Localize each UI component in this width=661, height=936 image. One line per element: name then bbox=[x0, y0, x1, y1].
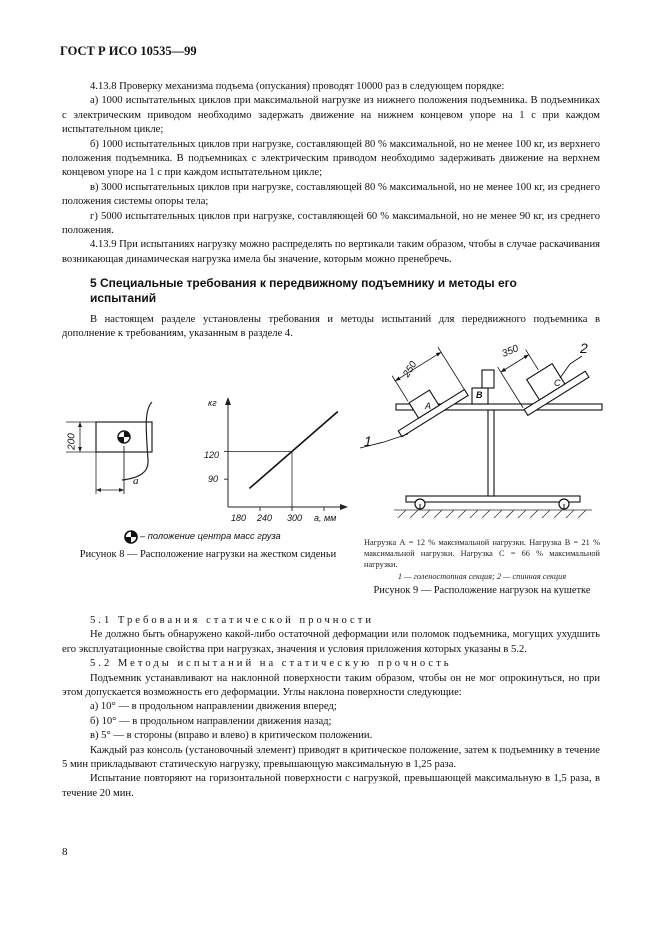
figure-9-caption: Рисунок 9 — Расположение нагрузок на кушетке bbox=[373, 585, 591, 596]
para-4-13-8: 4.13.8 Проверку механизма подъема (опускания) проводят 10000 раз в следующем порядке: bbox=[90, 81, 505, 92]
center-of-mass-icon bbox=[124, 530, 138, 544]
page-number: 8 bbox=[62, 846, 68, 858]
figure-8-ytick-120: 120 bbox=[204, 450, 220, 460]
figure-8-chart bbox=[200, 395, 350, 520]
figure-8-seat-sketch bbox=[60, 390, 180, 500]
figure-9-couch-drawing bbox=[354, 338, 604, 534]
figure-8-ylabel: кг bbox=[208, 398, 217, 408]
para-4-13-9: 4.13.9 При испытаниях нагрузку можно распределять по вертикали таким образом, чтобы в случае раскачивания возникающая динамическая нагрузка имела бы значение, которым можно пренебречь. bbox=[62, 239, 600, 265]
figure-8-caption: Рисунок 8 — Расположение нагрузки на жестком сиденьи bbox=[79, 549, 337, 560]
section-5-2-title: 5.2 Методы испытаний на статическую прочность bbox=[90, 658, 452, 670]
incline-item-b: б) 10° — в продольном направлении движения назад; bbox=[90, 715, 332, 727]
incline-item-a: а) 10° — в продольном направлении движения вперед; bbox=[90, 701, 337, 713]
load-b-top bbox=[482, 370, 494, 388]
document-header: ГОСТ Р ИСО 10535—99 bbox=[60, 44, 197, 58]
section-5-2-para-2: Каждый раз консоль (установочный элемент) приводят в критическое положение, затем к подъемнику в течение 5 мин прикладывают статическую нагрузку, превышающую максимальную в 1,25 раза. bbox=[62, 744, 600, 771]
section-5-1-title: 5.1 Требования статической прочности bbox=[90, 615, 375, 626]
item-v: в) 3000 испытательных циклов при нагрузке, составляющей 80 % максимальной, но не менее 100 кг, из среднего положения системы опоры тела; bbox=[62, 181, 600, 208]
incline-item-v: в) 5° — в стороны (вправо и влево) в критическом положении. bbox=[90, 730, 373, 742]
figure-8-xlabel: а, мм bbox=[314, 513, 337, 523]
figure-8-ytick-90: 90 bbox=[208, 474, 219, 484]
figure-8-dim-a: а bbox=[133, 475, 139, 487]
load-line bbox=[249, 411, 338, 488]
leader-2 bbox=[560, 356, 582, 378]
figure-9-box-a: A bbox=[425, 401, 432, 411]
figure-8-xtick-180: 180 bbox=[231, 513, 247, 523]
figure-9-box-c: C bbox=[554, 378, 561, 388]
section-5-2-para-3: Испытание повторяют на горизонтальной поверхности с нагрузкой, превышающей максимальную в 1,5 раза, в течение 20 мин. bbox=[62, 773, 600, 799]
section-5-intro-text: В настоящем разделе установлены требования и методы испытаний для передвижного подъемника в дополнение к требованиям, указанным в разделе 4. bbox=[62, 314, 600, 340]
x-axis-arrow bbox=[340, 504, 348, 510]
figure-9-legend: 1 — голеностопная секция; 2 — спинная секция bbox=[397, 572, 567, 581]
item-g: г) 5000 испытательных циклов при нагрузке, составляющей 60 % максимальной, но не менее 90 кг, из среднего положения. bbox=[62, 210, 600, 237]
figure-9-label-1: 1 bbox=[364, 433, 372, 449]
section-5-1-text: Не должно быть обнаружено какой-либо остаточной деформации или поломок подъемника, могущих ухудшить его эксплуатационные свойства при нагрузках, значения и условия приложения которых указаны в 5.2. bbox=[62, 629, 600, 655]
base-frame bbox=[406, 496, 580, 510]
section-5-title: 5 Специальные требования к передвижному подъемнику и методы его испытаний bbox=[90, 276, 517, 305]
floor-hatching bbox=[394, 510, 592, 518]
figure-9-box-b: B bbox=[476, 390, 483, 400]
item-b: б) 1000 испытательных циклов при нагрузке, составляющей 80 % максимальной, но не менее 100 кг, из верхнего положения подъемника. В подъемниках с электрическим приводом необходимо задерживать движение на верхнем концевом упоре на 1 с при каждом испытательном цикле; bbox=[62, 138, 600, 179]
figure-8-xtick-300: 300 bbox=[287, 513, 303, 523]
figure-9-label-2: 2 bbox=[580, 340, 588, 356]
y-axis-arrow bbox=[225, 397, 231, 405]
section-5-2-text: Подъемник устанавливают на наклонной поверхности таким образом, чтобы он не мог опрокинуться, но при этом допускается возможность его деформации. Углы наклона поверхности следующие: bbox=[62, 672, 600, 699]
figure-8-dim-vertical: 200 bbox=[66, 433, 78, 450]
figure-9-dim-250: 250 bbox=[401, 359, 420, 380]
figure-8-legend: – положение центра масс груза bbox=[140, 531, 281, 541]
figure-9-dim-350: 350 bbox=[500, 343, 521, 360]
figure-9-note: Нагрузка А = 12 % максимальной нагрузки. Нагрузка В = 21 % максимальной нагрузки. Нагрузка С = 66 % максимальной нагрузки. bbox=[364, 538, 600, 569]
section-5-1-5-2 bbox=[62, 614, 600, 801]
item-a: а) 1000 испытательных циклов при максимальной нагрузке из нижнего положения подъемника. В подъемниках с электрическим приводом необходимо задержать движение на нижнем концевом упоре на 1 с при каждом испытательном цикле; bbox=[62, 95, 600, 136]
figure-8-xtick-240: 240 bbox=[257, 513, 273, 523]
section-4-13 bbox=[62, 80, 600, 267]
column bbox=[488, 410, 494, 496]
